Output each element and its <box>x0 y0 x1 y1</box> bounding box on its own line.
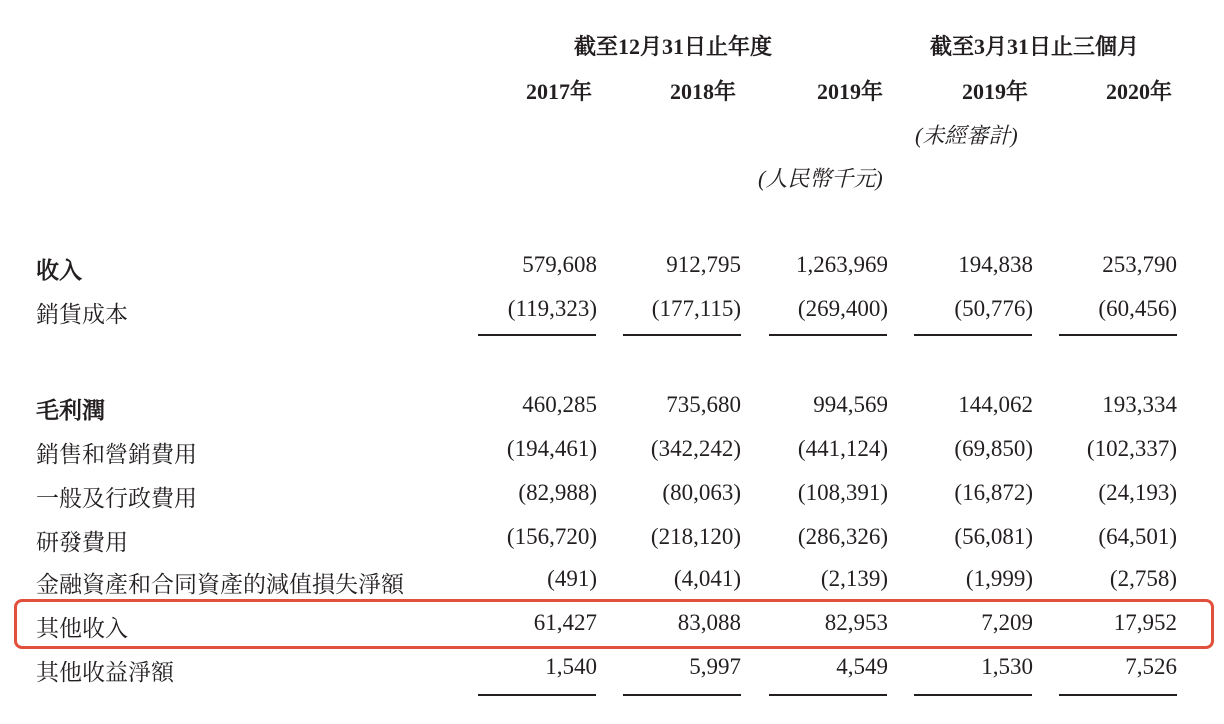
subtotal-rule <box>769 694 887 696</box>
table-cell: (80,063) <box>662 480 741 505</box>
currency-unit-note: (人民幣千元) <box>758 166 883 191</box>
table-cell: 82,953 <box>824 610 888 635</box>
table-cell: 1,263,969 <box>796 252 888 277</box>
year-header: 2019年 <box>961 79 1028 104</box>
table-cell: 7,526 <box>1125 654 1177 679</box>
table-cell: 7,209 <box>981 610 1033 635</box>
subtotal-rule <box>623 694 741 696</box>
table-cell: 17,952 <box>1113 610 1177 635</box>
table-cell: (50,776) <box>954 296 1033 321</box>
table-cell: 194,838 <box>958 252 1033 277</box>
table-cell: 460,285 <box>522 392 597 417</box>
table-cell: 994,569 <box>813 392 888 417</box>
table-cell: (108,391) <box>797 480 888 505</box>
table-cell: (269,400) <box>797 296 888 321</box>
table-cell: 735,680 <box>666 392 741 417</box>
table-cell: (60,456) <box>1098 296 1177 321</box>
subtotal-rule <box>478 334 596 336</box>
table-cell: 1,530 <box>981 654 1033 679</box>
table-cell: 144,062 <box>958 392 1033 417</box>
table-cell: (102,337) <box>1086 436 1177 461</box>
highlight-box <box>14 599 1214 649</box>
table-cell: (119,323) <box>507 296 597 321</box>
table-cell: 61,427 <box>533 610 597 635</box>
subtotal-rule <box>769 334 887 336</box>
subtotal-rule <box>1059 334 1177 336</box>
table-cell: 579,608 <box>522 252 597 277</box>
row-label-cost-of-sales: 銷貨成本 <box>36 302 128 327</box>
table-cell: (342,242) <box>650 436 741 461</box>
row-label-gross-profit: 毛利潤 <box>36 398 105 423</box>
table-cell: (156,720) <box>506 524 597 549</box>
table-cell: 1,540 <box>545 654 597 679</box>
row-label-selling-marketing: 銷售和營銷費用 <box>36 442 197 467</box>
row-label-impairment: 金融資產和合同資產的減值損失淨額 <box>36 572 404 597</box>
table-cell: 83,088 <box>677 610 741 635</box>
table-cell: (16,872) <box>954 480 1033 505</box>
subtotal-rule <box>478 694 596 696</box>
group-header-year-ended: 截至12月31日止年度 <box>574 34 773 59</box>
row-label-other-income: 其他收入 <box>36 616 128 641</box>
row-label-rnd: 研發費用 <box>36 530 128 555</box>
table-cell: (177,115) <box>651 296 741 321</box>
table-cell: 4,549 <box>836 654 888 679</box>
table-cell: (4,041) <box>673 566 741 591</box>
table-cell: (56,081) <box>954 524 1033 549</box>
row-label-admin: 一般及行政費用 <box>36 486 197 511</box>
table-cell: (194,461) <box>506 436 597 461</box>
year-header: 2020年 <box>1105 79 1172 104</box>
table-cell: (82,988) <box>518 480 597 505</box>
table-cell: 193,334 <box>1102 392 1177 417</box>
subtotal-rule <box>914 694 1032 696</box>
row-label-other-gains: 其他收益淨額 <box>36 660 174 685</box>
unaudited-note: (未經審計) <box>915 123 1018 148</box>
row-label-revenue: 收入 <box>36 258 82 283</box>
table-cell: 253,790 <box>1102 252 1177 277</box>
subtotal-rule <box>1059 694 1177 696</box>
table-cell: (1,999) <box>965 566 1033 591</box>
table-cell: 5,997 <box>689 654 741 679</box>
table-cell: (2,139) <box>820 566 888 591</box>
year-header: 2018年 <box>669 79 736 104</box>
year-header: 2019年 <box>816 79 883 104</box>
table-cell: (24,193) <box>1098 480 1177 505</box>
subtotal-rule <box>623 334 741 336</box>
year-header: 2017年 <box>525 79 592 104</box>
table-cell: (69,850) <box>954 436 1033 461</box>
table-cell: (2,758) <box>1109 566 1177 591</box>
table-cell: (441,124) <box>797 436 888 461</box>
table-cell: (286,326) <box>797 524 888 549</box>
table-cell: (64,501) <box>1098 524 1177 549</box>
subtotal-rule <box>914 334 1032 336</box>
table-cell: (491) <box>547 566 597 591</box>
table-cell: 912,795 <box>666 252 741 277</box>
group-header-three-months: 截至3月31日止三個月 <box>930 34 1140 59</box>
table-cell: (218,120) <box>650 524 741 549</box>
